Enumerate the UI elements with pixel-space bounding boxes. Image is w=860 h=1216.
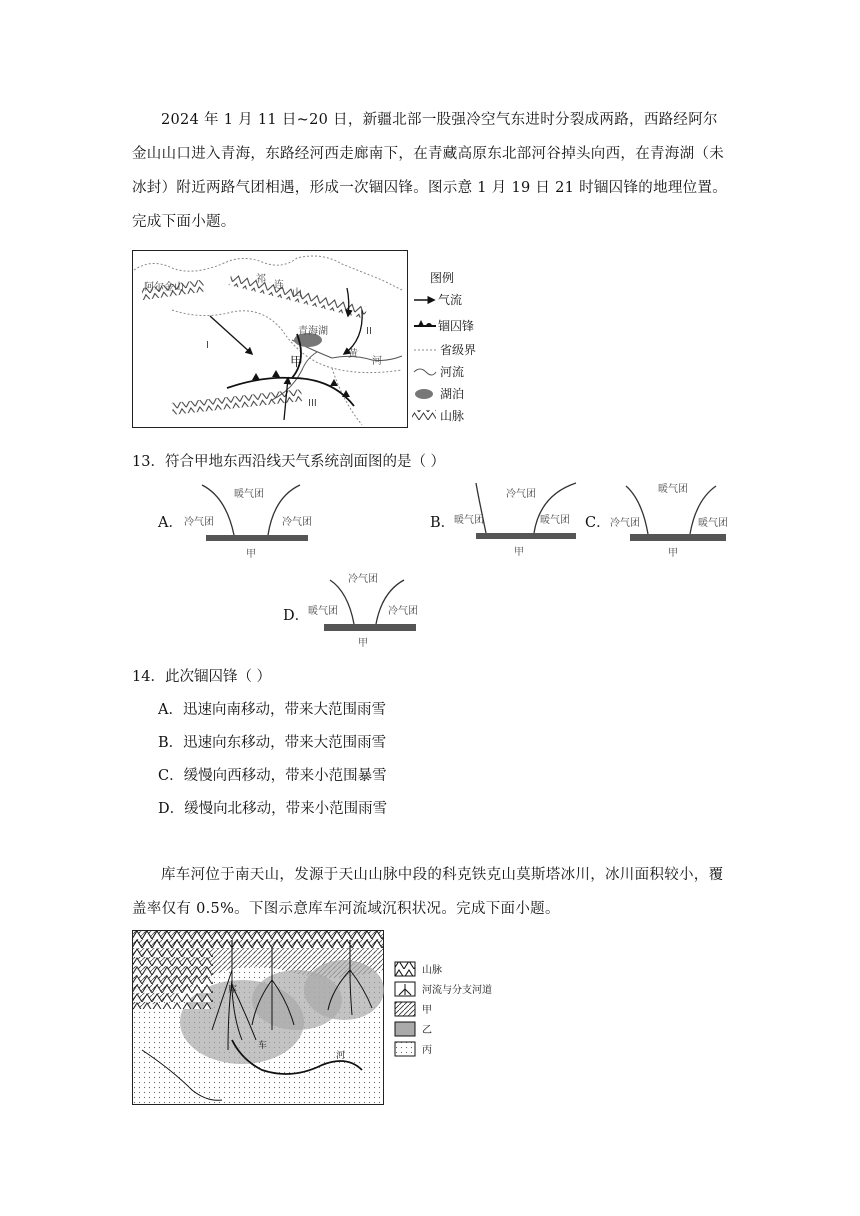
passage-1: 2024 年 1 月 11 日~20 日，新疆北部一股强冷空气东进时分裂成两路，西路经阿尔金山山口进入青海，东路经河西走廊南下，在青藏高原东北部河谷掉头向西，在青海湖（未冰封）附近两路气团相遇，形成一次锢囚锋。图示意 1 月 19 日 21 时锢囚锋的地理位置。完成下面小题。	[132, 112, 728, 230]
label-lake: 青海湖	[298, 326, 328, 337]
legend-lake: 湖泊	[440, 387, 465, 401]
a-base: 甲	[246, 549, 256, 560]
q13-option-a-letter[interactable]: A．	[158, 515, 183, 531]
passage-2: 库车河位于南天山，发源于天山山脉中段的科克铁克山莫斯塔冰川，冰川面积较小，覆盖率仅有 0.5%。下图示意库车河流域沉积状况。完成下面小题。	[132, 867, 724, 917]
q13-option-c-diagram[interactable]	[606, 478, 740, 564]
legend-river: 河流	[440, 365, 465, 379]
label-che: 车	[258, 1041, 268, 1051]
label-jia: 甲	[290, 355, 304, 370]
q14-option-b[interactable]: B．迅速向东移动，带来大范围雨雪	[158, 735, 387, 751]
label-he-2: 河	[336, 1051, 346, 1061]
q14-option-d[interactable]: D．缓慢向北移动，带来小范围雨雪	[158, 801, 388, 817]
b-top: 冷气团	[506, 489, 536, 500]
question-13-stem: 13．符合甲地东西沿线天气系统剖面图的是（ ）	[132, 454, 446, 470]
q13-option-d-diagram[interactable]	[300, 570, 422, 650]
legend-front: 锢囚锋	[438, 319, 475, 333]
c-right: 暖气团	[698, 518, 728, 529]
label-qi: 祁	[256, 274, 266, 285]
b-right: 暖气团	[540, 515, 570, 526]
map1-legend	[410, 268, 500, 428]
legend2-bing: 丙	[422, 1045, 432, 1056]
legend2-river: 河流与分支河道	[422, 985, 492, 996]
a-right: 冷气团	[282, 517, 312, 528]
label-he: 河	[372, 356, 382, 367]
d-top: 冷气团	[348, 574, 378, 585]
q13-option-b-diagram[interactable]	[448, 481, 584, 559]
label-ku: 库	[228, 985, 238, 995]
q13-option-b-letter[interactable]: B．	[430, 515, 456, 531]
label-altun: 阿尔金山	[144, 282, 184, 293]
c-base: 甲	[668, 548, 678, 559]
label-III: III	[308, 398, 317, 409]
occlusion-front-map	[132, 250, 408, 428]
c-top: 暖气团	[658, 484, 688, 495]
question-14-stem: 14．此次锢囚锋（ ）	[132, 669, 272, 685]
legend2-jia: 甲	[422, 1005, 432, 1016]
legend-mountain: 山脉	[440, 409, 465, 423]
label-I: I	[206, 340, 209, 351]
legend-airflow: 气流	[438, 293, 463, 307]
d-right: 冷气团	[388, 606, 418, 617]
label-shan: 山	[292, 288, 302, 299]
legend-title: 图例	[430, 271, 455, 285]
label-II: II	[366, 326, 372, 337]
kuche-river-map	[132, 930, 384, 1105]
q14-option-a[interactable]: A．迅速向南移动，带来大范围雨雪	[158, 702, 386, 718]
label-lian: 连	[274, 280, 284, 291]
legend2-yi: 乙	[422, 1025, 432, 1036]
q13-option-a-diagram[interactable]	[176, 483, 326, 561]
a-left: 冷气团	[184, 517, 214, 528]
q13-option-c-letter[interactable]: C．	[585, 515, 611, 531]
d-base: 甲	[358, 638, 368, 649]
legend2-mountain: 山脉	[422, 965, 442, 976]
q14-option-c[interactable]: C．缓慢向西移动，带来小范围暴雪	[158, 768, 387, 784]
q13-option-d-letter[interactable]: D．	[283, 608, 310, 624]
label-huang: 黄	[348, 349, 358, 360]
map2-legend	[394, 960, 504, 1068]
b-left: 暖气团	[454, 515, 484, 526]
d-left: 暖气团	[308, 606, 338, 617]
legend-border: 省级界	[440, 343, 477, 357]
b-base: 甲	[514, 547, 524, 558]
a-top: 暖气团	[234, 489, 264, 500]
c-left: 冷气团	[610, 518, 640, 529]
